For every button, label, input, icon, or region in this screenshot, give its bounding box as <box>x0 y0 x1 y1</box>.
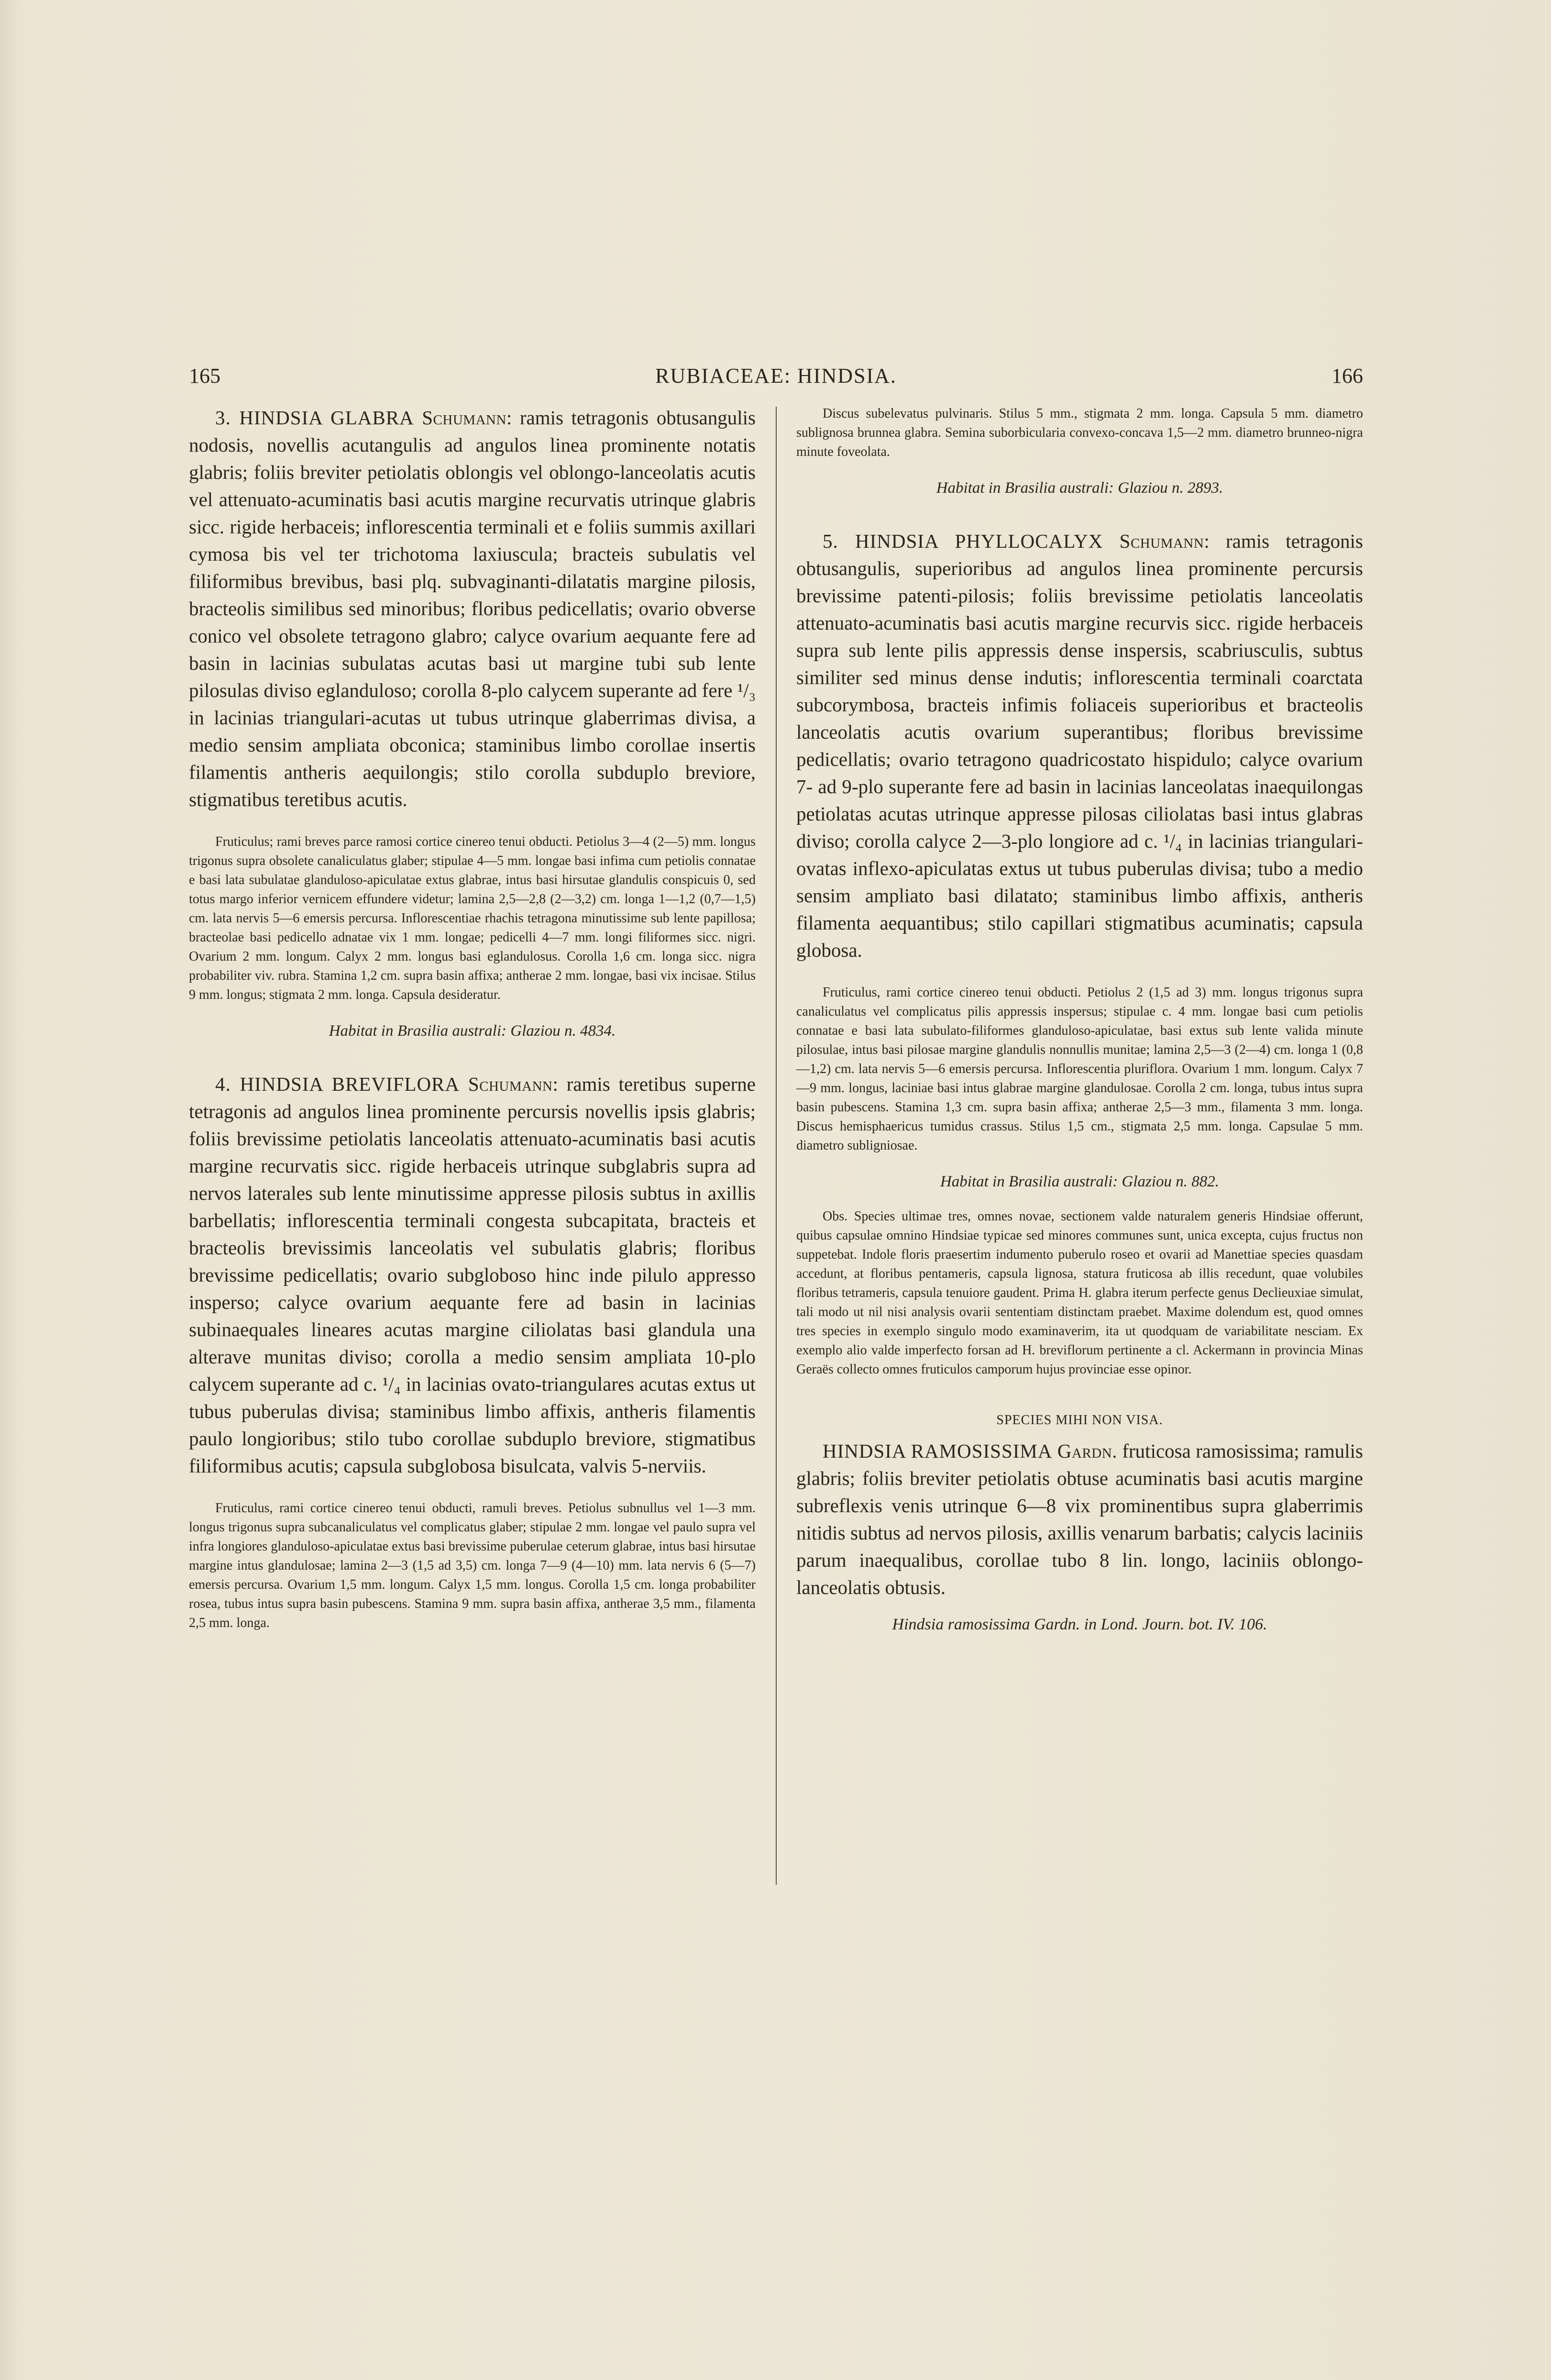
species-6-author: Gardn. <box>1057 1440 1117 1462</box>
species-4-details-continued: Discus subelevatus pulvinaris. Stilus 5 mm., stigmata 2 mm. longa. Capsula 5 mm. diametro sublignosa brunnea glabra. Semina suborbicularia convexo-concava 1,5—2 mm. diametro brunneo-nigra minute foveolata. <box>796 406 1363 459</box>
right-column <box>796 404 1363 1634</box>
species-5-details: Fruticulus, rami cortice cinereo tenui obducti. Petiolus 2 (1,5 ad 3) mm. longus trigonus supra canaliculatus vel complicatus pilis appressis inspersus; stipulae c. 4 mm. longae basi cum petiolis connatae e basi lata subulato-filiformes glanduloso-apiculatae, basi extus sub lente valida minute pilosulae, intus basi pilosae margine glandulis nonnullis munitae; lamina 2,5—3 (2—4) cm. longa 1 (0,8—1,2) cm. lata nervis 5—6 emersis percursa. Inflorescentia pluriflora. Ovarium 1 mm. longum. Calyx 7—9 mm. longus, laciniae basi intus glabrae margine glandulosae. Corolla 2 cm. longa, tubus intus supra basin pubescens. Stamina 1,3 cm. supra basin affixa; antherae 2,5—3 mm., filamenta 3 mm. longa. Discus hemisphaericus tumidus crassus. Stilus 1,5 cm., stigmata 2,5 mm. longa. Capsulae 5 mm. diametro subligniosae. <box>796 985 1363 1153</box>
species-5-text: : ramis tetragonis obtusangulis, superioribus ad angulos linea prominente percursis brevissime patenti-pilosis; foliis brevissime petiolatis lanceolatis attenuato-acuminatis basi acutis margine recurvis sicc. rigide herbaceis supra sub lente pilis appressis dense inspersis, scabriusculis, subtus similiter sed minus dense indutis; inflorescentia terminali coarctata subcorymbosa, bracteis infimis foliaceis superioribus et bracteolis lanceolatis acutis ovarium superantibus; floribus brevissime pedicellatis; ovario tetragono quadricostato hispidulo; calyce ovarium 7- ad 9-plo superante fere ad basin in lacinias lanceolatas inaequilongas petiolatas acutas utrinque appresse pilosas ciliolatas basi intus glabras diviso; corolla calyce 2—3-plo longiore ad c. ¹/₄ in lacinias triangulari-ovatas inflexo-apiculatas extus ut tubus puberulas divisa; tubo a medio sensim ampliato basi dilatato; staminibus limbo affixis, antheris filamenta aequantibus; stilo capillari stigmatibus acuminatis; capsula globosa. <box>796 530 1363 961</box>
species-3-name: 3. HINDSIA GLABRA <box>215 407 414 429</box>
species-5-habitat: Habitat in Brasilia australi: Glaziou n. 882. <box>940 1173 1220 1190</box>
species-4-details: Fruticulus, rami cortice cinereo tenui obducti, ramuli breves. Petiolus subnullus vel 1—3 mm. longus trigonus supra subcanaliculatus vel complicatus glaber; stipulae 2 mm. longae vel paulo supra vel infra longiores glanduloso-apiculatae extus basi brevissime puberulae ceterum glabrae, intus basi hirsutae margine intus glandulosae; lamina 2—3 (1,5 ad 3,5) cm. longa 7—9 (4—10) mm. lata nervis 6 (5—7) emersis percursa. Ovarium 1,5 mm. longum. Calyx 1,5 mm. longus. Corolla 1,5 cm. longa probabiliter rosea, tubus intus supra basin pubescens. Stamina 9 mm. supra basin affixa, antherae 3,5 mm., filamenta 2,5 mm. longa. <box>189 1501 756 1630</box>
species-5-name: 5. HINDSIA PHYLLOCALYX <box>823 530 1103 552</box>
species-3-details: Fruticulus; rami breves parce ramosi cortice cinereo tenui obducti. Petiolus 3—4 (2—5) mm. longus trigonus supra obsolete canaliculatus glaber; stipulae 4—5 mm. longae basi infima cum petiolis connatae e basi lata subulatae glanduloso-apiculatae extus glabrae, intus basi hirsutae glandulis conspicuis 0, sed totus margo inferior vernicem effundere videtur; lamina 2,5—2,8 (2—3,2) cm. longa 1—1,2 (0,7—1,5) cm. lata nervis 5—6 emersis percursa. Inflorescentiae rhachis tetragona minutissime sub lente papillosa; bracteolae basi pedicello adnatae vix 1 mm. longae; pedicelli 4—7 mm. longi filiformes sicc. nigri. Ovarium 2 mm. longum. Calyx 2 mm. longus basi eglandulosus. Corolla 1,6 cm. longa sicc. nigra probabiliter viv. rubra. Stamina 1,2 cm. supra basin affixa; antherae 2 mm. longae, basi vix incisae. Stilus 9 mm. longus; stigmata 2 mm. longa. Capsula desideratur. <box>189 834 756 1002</box>
species-6-reference: Hindsia ramosissima Gardn. in Lond. Journ. bot. IV. 106. <box>892 1616 1267 1633</box>
species-4-habitat: Habitat in Brasilia australi: Glaziou n. 2893. <box>936 479 1223 497</box>
page-number-left: 165 <box>189 364 220 387</box>
section-heading: SPECIES MIHI NON VISA. <box>996 1413 1163 1428</box>
column-divider <box>776 407 777 1885</box>
page-header <box>189 364 1363 397</box>
species-4-author: Schumann <box>468 1073 553 1095</box>
observation-note: Obs. Species ultimae tres, omnes novae, sectionem valde naturalem generis Hindsiae offerunt, quibus capsulae omnino Hindsiae typicae sed minores communes sunt, unica excepta, cujus fructus non suppetebat. Indole floris praesertim indumento puberulo roseo et ovarii ad Manettiae species quasdam accedunt, at floribus pentameris, capsula lignosa, statura fruticosa ab illis recedunt, quae volubiles floribus tetrameris, capsula tenuiore gaudent. Prima H. glabra iterum perfecte genus Declieuxiae simulat, tali modo ut nil nisi analysis ovarii sententiam distinctam praebet. Maxime dolendum est, quod omnes tres species in exemplo singulo modo examinaverim, ita ut quodquam de variabilitate nesciam. Ex exemplo alio valde imperfecto forsan ad H. breviflorum pertinente a cl. Ackermann in provincia Minas Geraës collecto omnes fruticulos camporum hujus provinciae esse opinor. <box>796 1209 1363 1377</box>
species-3-text: : ramis tetragonis obtusangulis nodosis, novellis acutangulis ad angulos linea prominente notatis glabris; foliis breviter petiolatis oblongis vel oblongo-lanceolatis acutis vel attenuato-acuminatis basi acutis margine recurvatis utrinque glabris sicc. rigide herbaceis; inflorescentia terminali et e foliis summis axillari cymosa bis vel ter trichotoma laxiuscula; bracteis subulatis vel filiformibus brevibus, basi plq. subvaginanti-dilatatis margine pilosis, bracteolis similibus sed minoribus; floribus pedicellatis; ovario obverse conico vel obsolete tetragono glabro; calyce ovarium aequante fere ad basin in lacinias subulatas acutas basi ut margine tubi sub lente pilosulas diviso eglanduloso; corolla 8-plo calycem superante ad fere ¹/₃ in lacinias triangulari-acutas ut tubus utrinque glaberrimas divisa, a medio sensim ampliata obconica; staminibus limbo corollae insertis filamentis antheris aequilongis; stilo corolla subduplo breviore, stigmatibus teretibus acutis. <box>189 407 756 810</box>
species-3-diagnosis <box>189 404 756 813</box>
species-4-diagnosis <box>189 1071 756 1480</box>
species-4-text: : ramis teretibus superne tetragonis ad angulos linea prominente percursis novellis ipsis glabris; foliis brevissime petiolatis lanceolatis attenuato-acuminatis basi acutis margine recurvatis sicc. rigide herbaceis utrinque subglabris supra ad nervos laterales sub lente minutissime appresse pilosis subtus in axillis barbellatis; inflorescentia terminali congesta subcapitata, bracteis et bracteolis brevissimis lanceolatis vel subulatis glabris; floribus brevissime pedicellatis; ovario subgloboso hinc inde pilulo appresso insperso; calyce ovarium aequante fere ad basin in lacinias subinaequales lineares acutas margine ciliolatas basi glandula una alterave munitas diviso; corolla a medio sensim ampliata 10-plo calycem superante ad c. ¹/₄ in lacinias ovato-triangulares acutas extus ut tubus puberulas divisa; staminibus limbo affixis, antheris filamentis paulo longioribus; stilo tubo corollae subduplo breviore, stigmatibus filiformibus acutis; capsula subglobosa bisulcata, valvis 5-nerviis. <box>189 1073 756 1477</box>
species-5-diagnosis <box>796 528 1363 964</box>
species-6-text: fruticosa ramosissima; ramulis glabris; foliis breviter petiolatis obtuse acuminatis basi acutis margine subreflexis venis utrinque 6—8 vix prominentibus supra glaberrimis nitidis subtus ad nervos pilosis, axillis venarum barbatis; calycis laciniis parum inaequalibus, corollae tubo 8 lin. longo, laciniis oblongo-lanceolatis obtusis. <box>796 1440 1363 1598</box>
species-4-name: 4. HINDSIA BREVIFLORA <box>215 1073 460 1095</box>
species-3-habitat: Habitat in Brasilia australi: Glaziou n. 4834. <box>329 1022 616 1040</box>
species-3-author: Schumann <box>422 407 506 429</box>
running-title: RUBIACEAE: HINDSIA. <box>655 364 897 387</box>
species-6-name: HINDSIA RAMOSISSIMA <box>823 1440 1053 1462</box>
page-number-right: 166 <box>1331 364 1363 387</box>
species-5-author: Schumann <box>1119 530 1204 552</box>
species-6-diagnosis <box>796 1438 1363 1601</box>
left-column <box>189 404 756 1633</box>
